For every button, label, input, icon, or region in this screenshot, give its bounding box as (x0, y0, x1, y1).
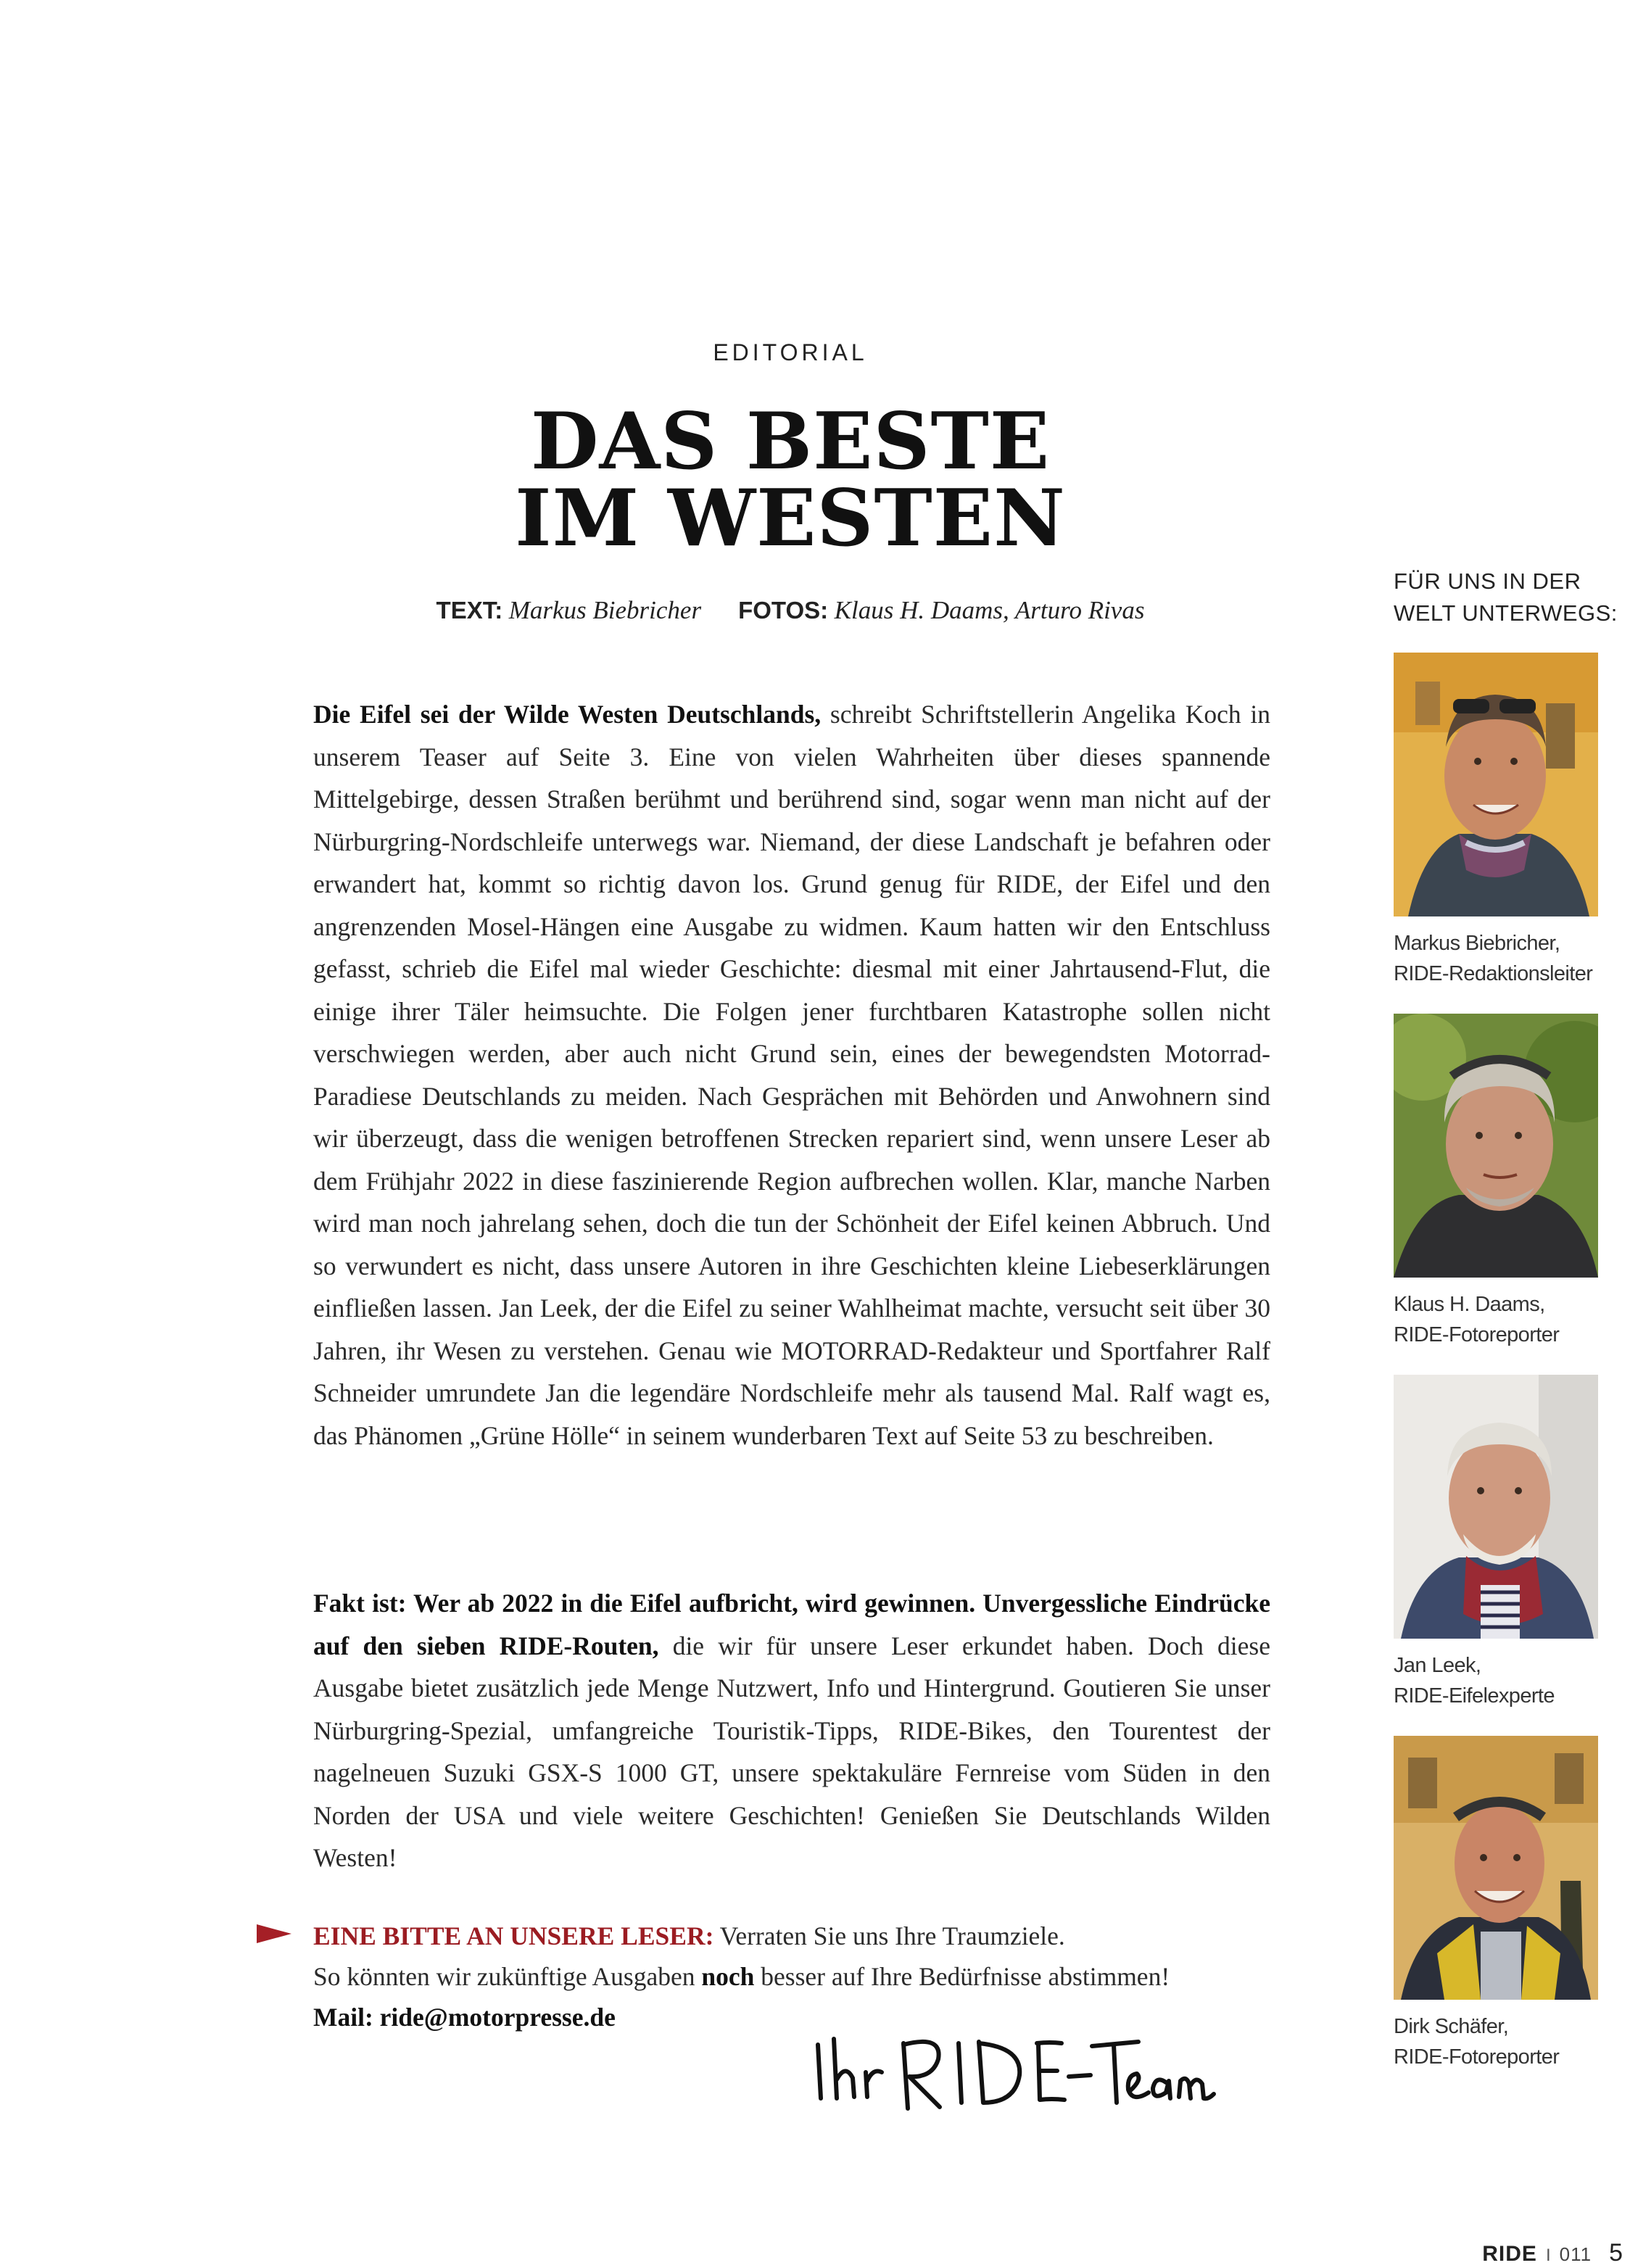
appeal-line-2 (313, 1956, 1328, 1997)
headline-line-1: DAS BESTE (530, 396, 1051, 487)
headline-line-2: IM WESTEN (515, 473, 1066, 564)
team-role-1: RIDE-Redaktionsleiter (1394, 962, 1593, 985)
portrait-photo-3 (1394, 1375, 1598, 1639)
sidebar-title-line-1: FÜR UNS IN DER (1394, 568, 1581, 594)
page-number: 5 (1609, 2239, 1623, 2267)
magazine-name: RIDE (1482, 2242, 1537, 2266)
team-caption-2 (1394, 1289, 1626, 1350)
triangle-arrow-icon (257, 1924, 291, 1943)
team-caption-1 (1394, 928, 1626, 989)
appeal-line-1 (313, 1916, 1328, 1956)
team-name-2: Klaus H. Daams, (1394, 1293, 1545, 1316)
paragraph-2-lead: Fakt ist: Wer ab 2022 in die Eifel aufbricht, wird gewinnen. Unvergessliche Eindrücke auf den sieben RIDE-Routen, (313, 1589, 1270, 1660)
team-name-3: Jan Leek, (1394, 1654, 1481, 1677)
team-name-1: Markus Biebricher, (1394, 932, 1560, 955)
team-role-2: RIDE-Fotoreporter (1394, 1323, 1560, 1346)
appeal-mail[interactable]: Mail: ride@motorpresse.de (313, 2003, 616, 2032)
team-caption-3 (1394, 1650, 1626, 1711)
team-role-4: RIDE-Fotoreporter (1394, 2045, 1560, 2069)
paragraph-2-body: die wir für unsere Leser erkundet haben. Doch diese Ausgabe bietet zusätzlich jede Menge Nutzwert, Info und Hintergrund. Goutieren Sie unser Nürburgring-Spezial, umfangreiche Touristik-Tipps, RIDE-Bikes, den Tourentest der nagelneuen Suzuki GSX-S 1000 GT, unsere spektakuläre Fernreise vom Süden in den Norden der USA und viele weitere Geschichten! Genießen Sie Deutschlands Wilden Westen! (313, 1631, 1270, 1872)
appeal-emphasis: noch (701, 1962, 755, 1991)
text-credit-label: TEXT: (436, 597, 503, 624)
appeal-text-2a: So könnten wir zukünftige Ausgaben (313, 1962, 702, 1991)
appeal-text-1: Verraten Sie uns Ihre Traumziele. (713, 1921, 1065, 1950)
appeal-label: EINE BITTE AN UNSERE LESER: (313, 1921, 714, 1950)
portrait-photo-2 (1394, 1014, 1598, 1278)
team-name-4: Dirk Schäfer, (1394, 2015, 1509, 2038)
text-credit-author: Markus Biebricher (508, 596, 702, 624)
photo-credit-authors: Klaus H. Daams, Arturo Rivas (834, 596, 1145, 624)
paragraph-1-lead: Die Eifel sei der Wilde Westen Deutschlands, (313, 700, 822, 729)
portrait-photo-1 (1394, 653, 1598, 916)
editorial-paragraph-2 (313, 1582, 1270, 1879)
section-kicker: EDITORIAL (713, 339, 868, 365)
sidebar-title-line-2: WELT UNTERWEGS: (1394, 600, 1618, 626)
appeal-text-2c: besser auf Ihre Bedürfnisse abstimmen! (754, 1962, 1170, 1991)
byline (0, 596, 1581, 625)
editorial-paragraph-1 (313, 693, 1270, 1457)
team-caption-4 (1394, 2011, 1626, 2072)
team-role-3: RIDE-Eifelexperte (1394, 1684, 1555, 1708)
portrait-photo-4 (1394, 1736, 1598, 2000)
handwritten-signature (811, 2017, 1217, 2126)
photo-credit-label: FOTOS: (738, 597, 829, 624)
page-footer (1340, 2239, 1630, 2268)
headline (0, 396, 1581, 564)
footer-separator: I (1545, 2246, 1551, 2265)
paragraph-1-body: schreibt Schriftstellerin Angelika Koch in unserem Teaser auf Seite 3. Eine von vielen Wahrheiten über dieses spannende Mittelgebirge, dessen Straßen berühmt und berührend sind, sogar wenn man nicht auf der Nürburgring-Nordschleife unterwegs war. Niemand, der diese Landschaft je befahren oder erwandert hat, kommt so richtig davon los. Grund genug für RIDE, der Eifel und den angrenzenden Mosel-Hängen eine Ausgabe zu widmen. Kaum hatten wir den Entschluss gefasst, schrieb die Eifel mal wieder Geschichte: diesmal mit einer Jahrtausend-Flut, die einige ihrer Täler heimsuchte. Die Folgen jener furchtbaren Katastrophe sollen nicht verschwiegen werden, aber auch nicht Grund sein, eines der bewegendsten Motorrad-Paradiese Deutschlands zu meiden. Nach Gesprächen mit Behörden und Anwohnern sind wir überzeugt, dass die wenigen betroffenen Strecken repariert sind, wenn unsere Leser ab dem Frühjahr 2022 in diese faszinierende Region aufbrechen wollen. Klar, manche Narben wird man noch jahrelang sehen, doch die tun der Schönheit der Eifel keinen Abbruch. Und so verwundert es nicht, dass unsere Autoren in ihre Geschichten kleine Liebeserklärungen einfließen lassen. Jan Leek, der die Eifel zu seiner Wahlheimat machte, versucht seit über 30 Jahren, ihr Wesen zu verstehen. Genau wie MOTORRAD-Redakteur und Sportfahrer Ralf Schneider umrundete Jan die legendäre Nordschleife mehr als tausend Mal. Ralf wagt es, das Phänomen „Grüne Hölle“ in seinem wunderbaren Text auf Seite 53 zu beschreiben. (313, 700, 1271, 1450)
sidebar-title (1394, 566, 1626, 629)
issue-number: 011 (1559, 2243, 1592, 2265)
